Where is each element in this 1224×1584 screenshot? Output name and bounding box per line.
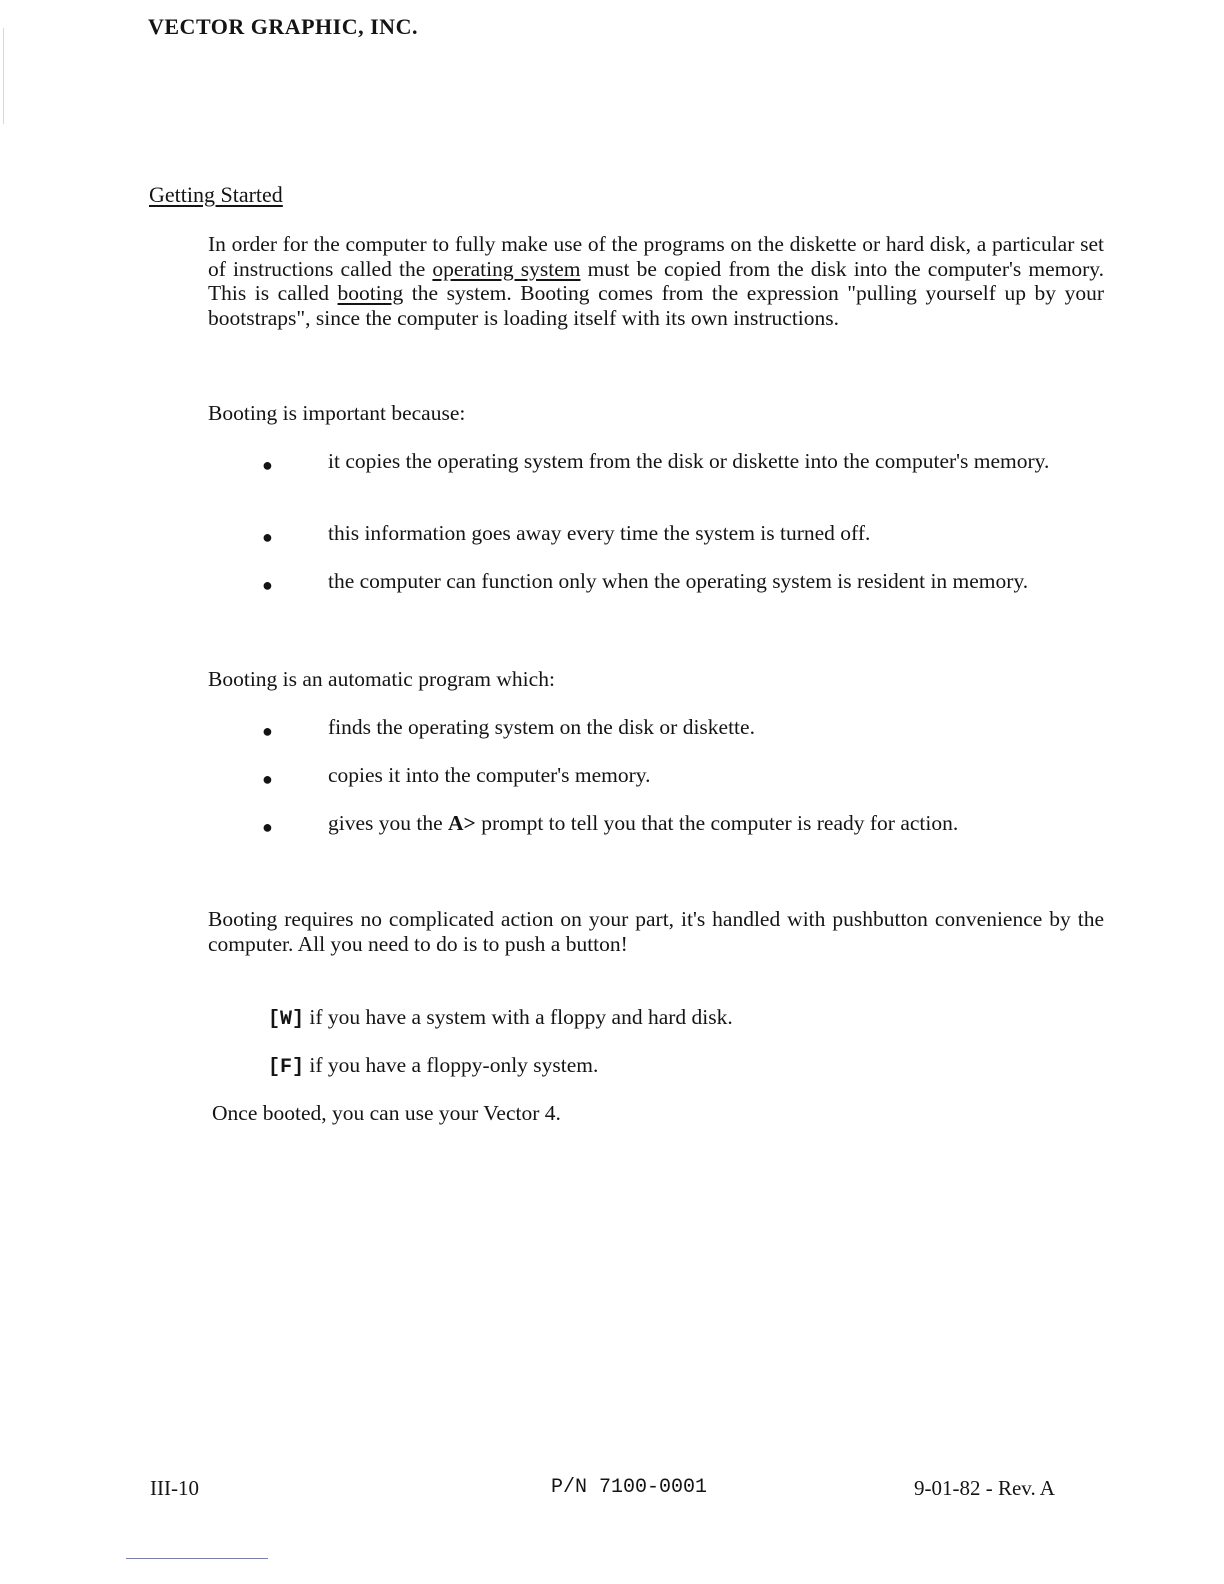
list-item-text: finds the operating system on the disk or diskette.	[328, 715, 755, 739]
bullet-icon: ●	[262, 527, 273, 547]
important-lead: Booting is important because:	[208, 401, 466, 425]
intro-text-2: must be copied from the disk into the computer's memory. This is called	[208, 256, 1104, 305]
footer-revision: 9-01-82 - Rev. A	[914, 1476, 1055, 1500]
key-w-text: if you have a system with a floppy and hard disk.	[304, 1005, 733, 1029]
key-instruction-f	[268, 1053, 598, 1081]
list-item-text: it copies the operating system from the disk or diskette into the computer's memory.	[328, 449, 1050, 473]
term-booting: booting	[337, 281, 404, 305]
list-item-text	[328, 811, 1104, 836]
automatic-lead: Booting is an automatic program which:	[208, 667, 555, 691]
intro-text-3: the system. Booting comes from the expression "pulling yourself up by your bootstraps", since the computer is loading itself with its own instructions.	[208, 281, 1104, 330]
bullet-icon: ●	[262, 769, 273, 789]
bullet-icon: ●	[262, 721, 273, 741]
scan-bottom-line	[126, 1558, 268, 1559]
key-w: [W]	[268, 1008, 305, 1031]
prompt-text-after: prompt to tell you that the computer is ready for action.	[475, 811, 959, 835]
footer-page-number: III-10	[150, 1476, 199, 1500]
a-prompt: A>	[448, 811, 476, 835]
bullet-icon: ●	[262, 817, 273, 837]
list-item-text: copies it into the computer's memory.	[328, 763, 651, 787]
term-operating-system: operating system	[432, 256, 581, 281]
intro-paragraph	[208, 232, 1104, 330]
closing-paragraph: Once booted, you can use your Vector 4.	[212, 1101, 561, 1125]
requires-paragraph: Booting requires no complicated action on your part, it's handled with pushbutton convenience by the computer. All you need to do is to push a button!	[208, 907, 1104, 956]
footer-part-number: P/N 7100-0001	[551, 1476, 708, 1499]
bullet-icon: ●	[262, 455, 273, 475]
list-item-text: the computer can function only when the operating system is resident in memory.	[328, 569, 1029, 593]
company-header: VECTOR GRAPHIC, INC.	[148, 14, 418, 39]
section-title: Getting Started	[149, 182, 283, 207]
list-item-text: this information goes away every time the system is turned off.	[328, 521, 871, 545]
bullet-icon: ●	[262, 575, 273, 595]
intro-text-1: In order for the computer to fully make use of the programs on the diskette or hard disk, a particular set of instructions called the	[208, 232, 1104, 281]
prompt-text-before: gives you the	[328, 811, 449, 835]
key-f: [F]	[268, 1056, 305, 1079]
key-f-text: if you have a floppy-only system.	[304, 1053, 599, 1077]
key-instruction-w	[268, 1005, 733, 1033]
scan-edge-line	[3, 28, 4, 124]
